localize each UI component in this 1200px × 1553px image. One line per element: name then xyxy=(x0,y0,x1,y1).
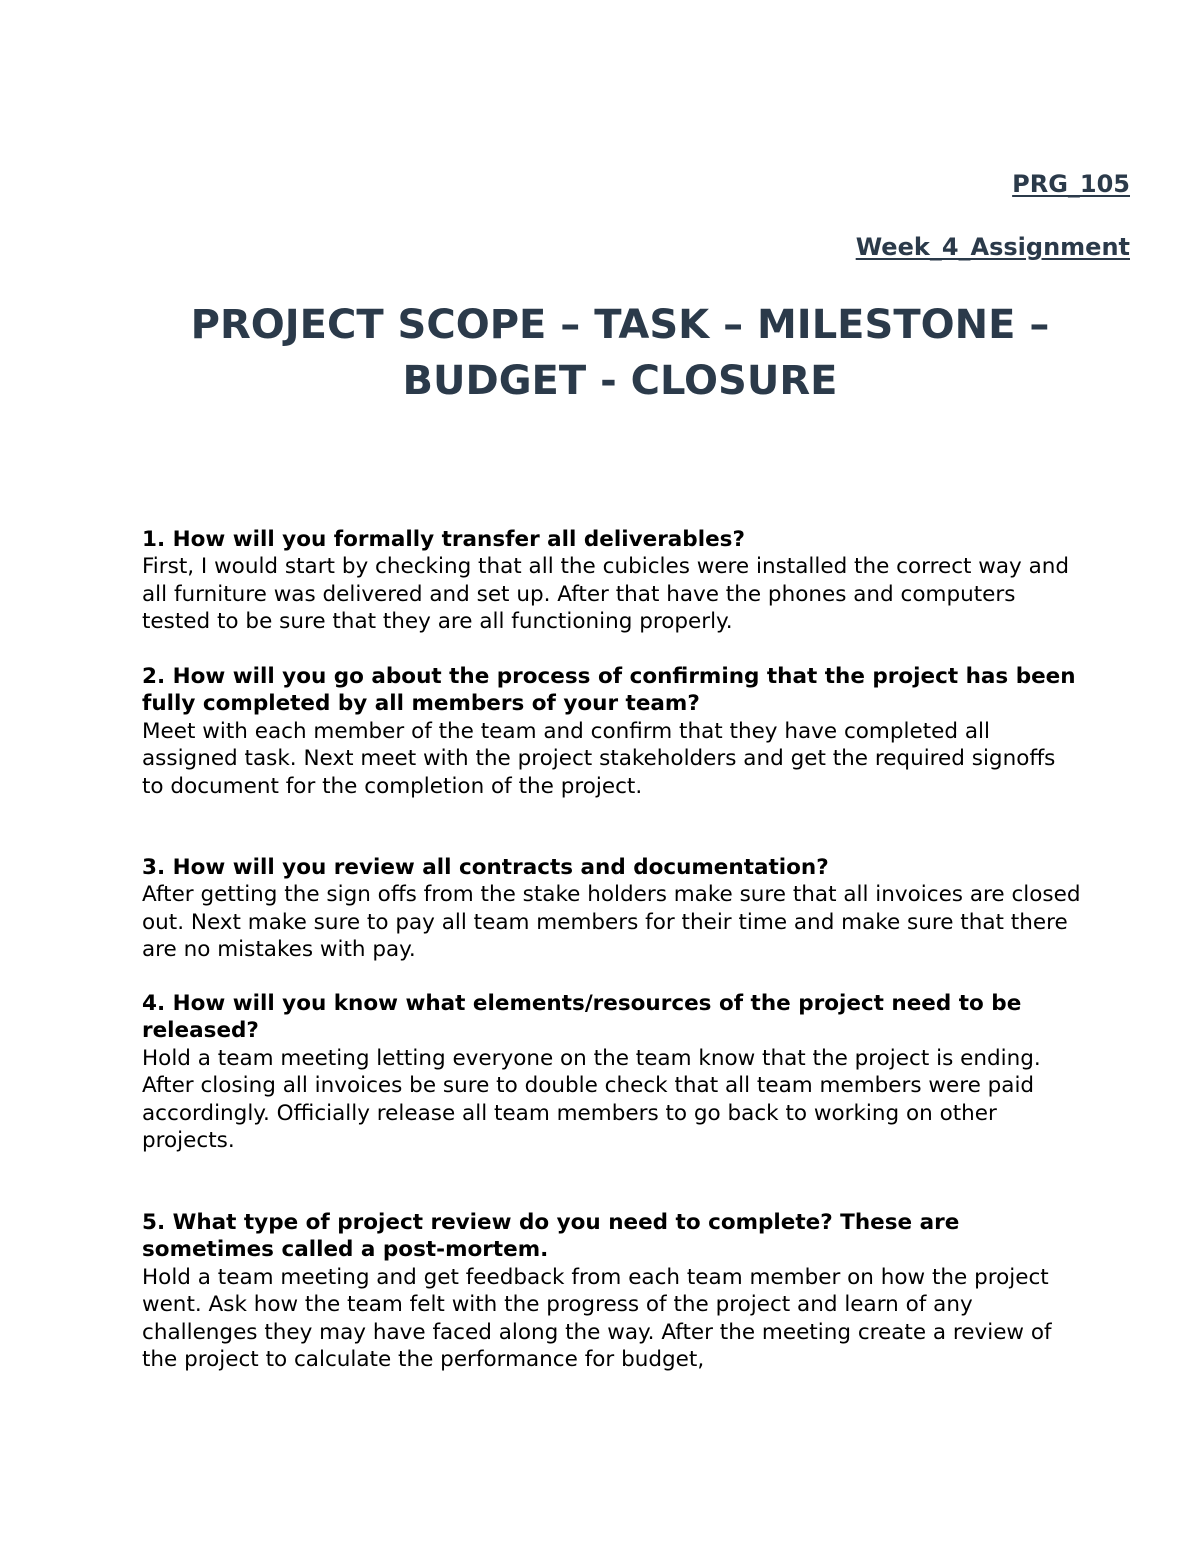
answer-3: After getting the sign offs from the stake holders make sure that all invoices are closed out. Next make sure to pay all team members for their time and make sure that there are no mistakes with pay. xyxy=(142,882,1081,963)
question-4: 4. How will you know what elements/resources of the project need to be released? xyxy=(142,991,1022,1044)
question-block-4 xyxy=(142,990,1082,1154)
question-block-1 xyxy=(142,526,1082,636)
question-block-3 xyxy=(142,854,1082,964)
answer-2: Meet with each member of the team and confirm that they have completed all assigned task. Next meet with the project stakeholders and get the required signoffs to document for the completion of the project. xyxy=(142,718,1056,799)
assignment-name: Week_4_Assignment xyxy=(855,233,1130,261)
question-3: 3. How will you review all contracts and documentation? xyxy=(142,855,829,880)
course-code: PRG_105 xyxy=(1012,170,1130,198)
answer-1: First, I would start by checking that all the cubicles were installed the correct way and all furniture was delivered and set up. After that have the phones and computers tested to be sure that they are all functioning properly. xyxy=(142,554,1070,635)
document-title: PROJECT SCOPE – TASK – MILESTONE – BUDGET - CLOSURE xyxy=(190,302,1050,404)
answer-4: Hold a team meeting letting everyone on the team know that the project is ending. After closing all invoices be sure to double check that all team members were paid accordingly. Officially release all team members to go back to working on other projects. xyxy=(142,1045,1041,1154)
answer-5: Hold a team meeting and get feedback from each team member on how the project went. Ask how the team felt with the progress of the project and learn of any challenges they may have faced along the way. After the meeting create a review of the project to calculate the performance for budget, xyxy=(142,1264,1052,1373)
question-2: 2. How will you go about the process of confirming that the project has been fully completed by all members of your team? xyxy=(142,664,1076,717)
question-block-2 xyxy=(142,663,1082,800)
question-1: 1. How will you formally transfer all deliverables? xyxy=(142,527,745,552)
question-5: 5. What type of project review do you need to complete? These are sometimes called a post-mortem. xyxy=(142,1210,960,1263)
question-block-5 xyxy=(142,1209,1082,1373)
